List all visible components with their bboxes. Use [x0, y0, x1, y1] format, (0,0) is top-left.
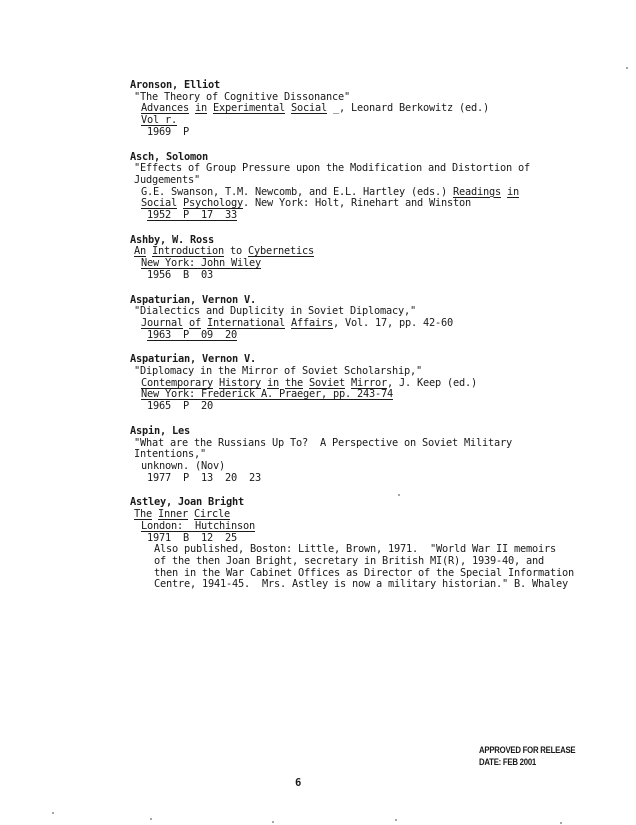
- underlined-text: Inner: [158, 508, 188, 521]
- underlined-text: Psychology: [183, 197, 243, 210]
- underlined-text: New York: John Wiley: [141, 257, 261, 270]
- entry-line: [130, 163, 600, 175]
- underlined-text: Introduction: [152, 245, 224, 258]
- entry-author: Aspin, Les: [130, 424, 190, 437]
- underlined-text: Social: [291, 102, 327, 115]
- entry-text: , Vol. 17, pp. 42-60: [333, 316, 453, 329]
- bibliography-entry: [130, 152, 600, 222]
- underlined-text: Advances: [141, 102, 189, 115]
- entry-text: Centre, 1941-45. Mrs. Astley is now a military historian." B. Whaley: [154, 578, 568, 591]
- entry-text: 1956 B 03: [147, 268, 213, 281]
- release-stamp-line-2: DATE: FEB 2001: [479, 757, 537, 768]
- release-stamp: [479, 745, 575, 769]
- scan-speck: [52, 812, 54, 814]
- entry-text: "What are the Russians Up To? A Perspective on Soviet Military: [134, 436, 512, 449]
- entry-text: unknown. (Nov): [141, 459, 225, 472]
- scan-speck: [398, 494, 400, 496]
- entry-text: Also published, Boston: Little, Brown, 1971. "World War II memoirs: [154, 543, 556, 556]
- entry-author: Aspaturian, Vernon V.: [130, 353, 256, 366]
- scan-speck: [150, 818, 152, 820]
- bibliography-entry: [130, 235, 600, 282]
- entry-text: 1965 P 20: [147, 400, 213, 413]
- underlined-text: Experimental: [213, 102, 285, 115]
- entry-text: _, Leonard Berkowitz (ed.): [327, 102, 489, 115]
- entry-text: 1969 P: [147, 125, 189, 138]
- entry-text: . New York: Holt, Rinehart and Winston: [243, 197, 471, 210]
- entry-text: , J. Keep (ed.): [387, 376, 477, 389]
- underlined-text: Social: [141, 197, 177, 210]
- scan-speck: [560, 822, 562, 824]
- entry-author: Aspaturian, Vernon V.: [130, 293, 256, 306]
- bibliography-entry: [130, 497, 600, 591]
- entry-line: [130, 103, 600, 115]
- underlined-text: History: [219, 376, 261, 389]
- entry-line: [130, 127, 600, 139]
- entry-text: "Dialectics and Duplicity in Soviet Diplomacy,": [134, 305, 416, 318]
- underlined-text: International: [207, 316, 285, 329]
- scan-speck: [395, 819, 397, 821]
- entry-line: [130, 210, 600, 222]
- scan-speck: [626, 67, 628, 69]
- underlined-text: Journal: [141, 316, 183, 329]
- entry-line: [130, 473, 600, 485]
- bibliography-list: [130, 80, 600, 604]
- underlined-text: 1963 P 09 20: [147, 328, 237, 341]
- underlined-text: in: [506, 185, 519, 198]
- underlined-text: Contemporary: [141, 376, 213, 389]
- release-stamp-line-1: APPROVED FOR RELEASE: [479, 745, 576, 756]
- underlined-text: Vol r.: [141, 114, 177, 127]
- entry-author: Asch, Solomon: [130, 150, 208, 163]
- entry-text: "Effects of Group Pressure upon the Modification and Distortion of: [134, 162, 530, 175]
- entry-text: G.E. Swanson, T.M. Newcomb, and E.L. Hartley (eds.): [141, 185, 453, 198]
- entry-author: Ashby, W. Ross: [130, 233, 214, 246]
- entry-line: [130, 579, 600, 591]
- underlined-text: 1952 P 17 33: [147, 209, 237, 222]
- entry-text: Intentions,": [134, 448, 206, 461]
- page-number: 6: [295, 777, 302, 789]
- bibliography-entry: [130, 354, 600, 413]
- entry-text: Judgements": [134, 173, 200, 186]
- underlined-text: Affairs: [291, 316, 333, 329]
- underlined-text: in: [267, 376, 279, 389]
- entry-author: Astley, Joan Bright: [130, 496, 244, 509]
- entry-line: [130, 330, 600, 342]
- entry-author: Aronson, Elliot: [130, 79, 220, 91]
- entry-line: [130, 401, 600, 413]
- underlined-text: London: Hutchinson: [141, 519, 255, 532]
- entry-line: [130, 270, 600, 282]
- entry-text: to: [224, 245, 248, 258]
- underlined-text: Mirror: [351, 376, 387, 389]
- entry-text: "Diplomacy in the Mirror of Soviet Scholarship,": [134, 365, 422, 378]
- underlined-text: An: [134, 245, 146, 258]
- entry-text: then in the War Cabinet Offices as Director of the Special Information: [154, 566, 574, 579]
- underlined-text: The: [134, 508, 152, 521]
- scan-speck: [272, 821, 274, 823]
- underlined-text: Cybernetics: [248, 245, 314, 258]
- entry-text: "The Theory of Cognitive Dissonance": [134, 90, 350, 103]
- entry-text: of the then Joan Bright, secretary in British MI(R), 1939-40, and: [154, 554, 544, 567]
- underlined-text: Circle: [194, 508, 230, 521]
- bibliography-entry: [130, 295, 600, 342]
- entry-text: 1977 P 13 20 23: [147, 471, 261, 484]
- underlined-text: Soviet: [309, 376, 345, 389]
- bibliography-entry: [130, 80, 600, 139]
- entry-line: [130, 115, 600, 127]
- entry-text: 1971 B 12 25: [147, 531, 237, 544]
- underlined-text: New York: Frederick A. Praeger, pp. 243-74: [141, 388, 393, 401]
- underlined-text: in: [195, 102, 207, 115]
- bibliography-entry: [130, 426, 600, 485]
- underlined-text: of: [189, 316, 201, 329]
- underlined-text: the: [285, 376, 303, 389]
- underlined-text: Readings: [452, 185, 501, 198]
